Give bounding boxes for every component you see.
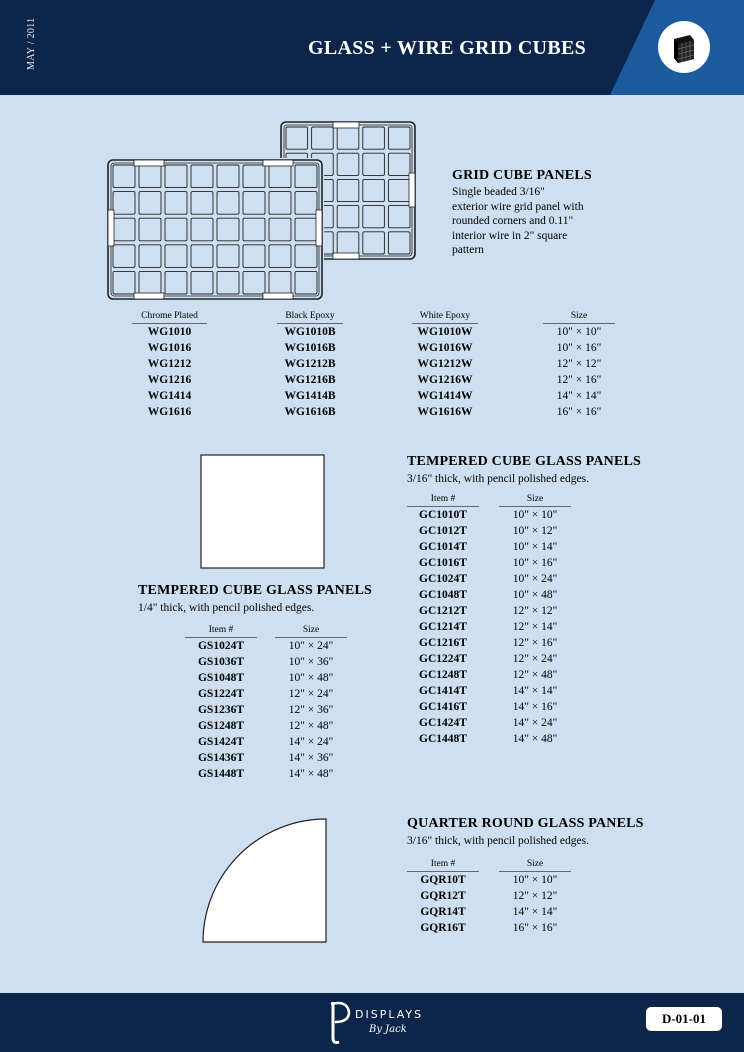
item-size: 14" × 14" <box>512 685 558 697</box>
table-row <box>407 507 571 524</box>
item-code: GS1024T <box>197 640 244 652</box>
table-row <box>407 571 571 587</box>
tempered-316-description: 3/16" thick, with pencil polished edges. <box>407 473 589 485</box>
table-row <box>407 523 571 539</box>
table-row <box>132 324 615 341</box>
item-size: 12" × 48" <box>512 669 558 681</box>
panel-clip <box>263 293 293 299</box>
tempered-316-title: TEMPERED CUBE GLASS PANELS <box>407 454 642 469</box>
table-row <box>185 718 347 734</box>
item-code: GC1012T <box>419 525 467 537</box>
panel-clip <box>316 210 322 246</box>
table-row <box>185 750 347 766</box>
item-code: WG1212 <box>147 358 192 370</box>
item-code: GS1224T <box>197 688 244 700</box>
item-size: 14" × 24" <box>512 717 558 729</box>
brand-logo <box>325 996 425 1048</box>
table-row <box>185 766 347 782</box>
column-header: White Epoxy <box>412 311 478 324</box>
brand-mark-icon <box>325 998 355 1046</box>
item-size: 10" × 14" <box>512 541 558 553</box>
item-code: WG1414B <box>284 390 336 402</box>
table-row <box>407 651 571 667</box>
item-code: GC1414T <box>419 685 467 697</box>
table-row <box>185 686 347 702</box>
tempered-316-table <box>407 494 571 747</box>
column-header: Item # <box>185 625 257 638</box>
item-size: 10" × 10" <box>512 509 558 521</box>
table-row <box>407 872 571 889</box>
item-size: 12" × 36" <box>288 704 334 716</box>
item-code: GC1448T <box>419 733 467 745</box>
item-code: WG1414 <box>147 390 192 402</box>
item-code: WG1016B <box>284 342 336 354</box>
quarter-round-title: QUARTER ROUND GLASS PANELS <box>407 816 644 831</box>
column-header: Size <box>275 625 347 638</box>
table-row <box>185 638 347 655</box>
table-row <box>407 555 571 571</box>
item-code: WG1616W <box>417 406 473 418</box>
column-header: Item # <box>407 494 479 507</box>
item-size: 16" × 16" <box>556 406 602 418</box>
item-size: 14" × 48" <box>288 768 334 780</box>
column-header: Size <box>499 494 571 507</box>
quarter-round-table <box>407 859 571 936</box>
quarter-round-glass-illustration <box>200 816 330 946</box>
item-code: GS1036T <box>197 656 244 668</box>
item-size: 10" × 12" <box>512 525 558 537</box>
table-row <box>132 356 615 372</box>
panel-clip <box>108 210 114 246</box>
item-code: GS1424T <box>197 736 244 748</box>
table-row <box>185 734 347 750</box>
wire-grid-panel-illustration <box>100 115 430 305</box>
table-row <box>185 654 347 670</box>
table-row <box>185 670 347 686</box>
item-code: GC1248T <box>419 669 467 681</box>
item-size: 10" × 10" <box>556 326 602 338</box>
square-glass-panel-illustration <box>200 454 326 570</box>
item-code: WG1616 <box>147 406 192 418</box>
panel-clip <box>263 160 293 166</box>
item-code: WG1616B <box>284 406 336 418</box>
item-code: WG1010W <box>417 326 473 338</box>
item-size: 14" × 48" <box>512 733 558 745</box>
item-code: GQR14T <box>420 906 466 918</box>
item-code: GC1224T <box>419 653 467 665</box>
brand-tagline: By Jack <box>369 1024 407 1035</box>
item-size: 12" × 12" <box>556 358 602 370</box>
item-size: 10" × 16" <box>512 557 558 569</box>
table-row <box>132 404 615 420</box>
item-code: GS1248T <box>197 720 244 732</box>
table-row <box>185 702 347 718</box>
item-code: GC1416T <box>419 701 467 713</box>
item-code: GS1236T <box>197 704 244 716</box>
table-row <box>407 603 571 619</box>
item-code: GQR10T <box>420 874 466 886</box>
panel-clip <box>134 293 164 299</box>
tempered-14-title: TEMPERED CUBE GLASS PANELS <box>138 583 373 598</box>
item-size: 16" × 16" <box>512 922 558 934</box>
page-code-badge: D-01-01 <box>646 1007 722 1031</box>
item-code: GC1016T <box>419 557 467 569</box>
item-size: 12" × 12" <box>512 890 558 902</box>
brand-name: DISPLAYS <box>355 1008 424 1021</box>
item-code: WG1216 <box>147 374 192 386</box>
item-size: 10" × 48" <box>512 589 558 601</box>
table-row <box>407 635 571 651</box>
item-code: GS1436T <box>197 752 244 764</box>
publish-date: MAY / 2011 <box>26 17 37 71</box>
item-code: WG1010 <box>147 326 192 338</box>
table-row <box>132 388 615 404</box>
item-code: GS1048T <box>197 672 244 684</box>
tempered-14-table <box>185 625 347 782</box>
panel-clip <box>134 160 164 166</box>
table-row <box>407 683 571 699</box>
table-row <box>407 699 571 715</box>
item-code: WG1212B <box>284 358 336 370</box>
item-size: 10" × 10" <box>512 874 558 886</box>
tempered-14-description: 1/4" thick, with pencil polished edges. <box>138 602 315 614</box>
table-row <box>407 888 571 904</box>
column-header: Item # <box>407 859 479 872</box>
table-row <box>132 372 615 388</box>
panel-clip <box>409 173 415 207</box>
table-row <box>407 539 571 555</box>
item-code: GC1010T <box>419 509 467 521</box>
cube-icon <box>658 21 710 73</box>
item-code: WG1216W <box>417 374 473 386</box>
table-row <box>407 587 571 603</box>
item-code: GS1448T <box>197 768 244 780</box>
grid-panels-table <box>132 311 615 420</box>
table-row <box>407 667 571 683</box>
item-size: 12" × 24" <box>288 688 334 700</box>
item-code: GC1024T <box>419 573 467 585</box>
cube-icon-badge <box>658 21 710 73</box>
item-code: WG1414W <box>417 390 473 402</box>
item-code: WG1016W <box>417 342 473 354</box>
page-title: GLASS + WIRE GRID CUBES <box>308 37 587 59</box>
item-code: GC1014T <box>419 541 467 553</box>
item-size: 10" × 24" <box>288 640 334 652</box>
table-row <box>407 920 571 936</box>
item-code: WG1212W <box>417 358 473 370</box>
item-code: WG1216B <box>284 374 336 386</box>
item-size: 10" × 36" <box>288 656 334 668</box>
item-size: 10" × 48" <box>288 672 334 684</box>
table-row <box>407 619 571 635</box>
column-header: Size <box>499 859 571 872</box>
item-size: 14" × 14" <box>556 390 602 402</box>
item-code: GC1048T <box>419 589 467 601</box>
grid-panels-description: Single beaded 3/16" exterior wire grid panel with rounded corners and 0.11" interior wire in 2" square pattern <box>452 186 584 256</box>
item-size: 12" × 14" <box>512 621 558 633</box>
item-size: 14" × 14" <box>512 906 558 918</box>
table-row <box>132 340 615 356</box>
panel-clip <box>333 253 359 259</box>
column-header: Black Epoxy <box>277 311 343 324</box>
item-code: GQR12T <box>420 890 466 902</box>
grid-panels-title: GRID CUBE PANELS <box>452 168 592 183</box>
item-code: GC1214T <box>419 621 467 633</box>
item-size: 12" × 16" <box>556 374 602 386</box>
item-size: 10" × 16" <box>556 342 602 354</box>
item-size: 14" × 24" <box>288 736 334 748</box>
item-size: 12" × 12" <box>512 605 558 617</box>
table-row <box>407 731 571 747</box>
item-code: WG1016 <box>147 342 192 354</box>
item-code: GC1212T <box>419 605 467 617</box>
table-row <box>407 904 571 920</box>
panel-clip <box>333 122 359 128</box>
item-size: 10" × 24" <box>512 573 558 585</box>
column-header: Chrome Plated <box>132 311 207 324</box>
item-code: GC1216T <box>419 637 467 649</box>
item-size: 12" × 24" <box>512 653 558 665</box>
column-header: Size <box>543 311 615 324</box>
item-size: 14" × 36" <box>288 752 334 764</box>
item-size: 14" × 16" <box>512 701 558 713</box>
item-code: GQR16T <box>420 922 466 934</box>
item-size: 12" × 48" <box>288 720 334 732</box>
front-grid-panel <box>106 158 324 301</box>
quarter-round-description: 3/16" thick, with pencil polished edges. <box>407 835 589 847</box>
item-size: 12" × 16" <box>512 637 558 649</box>
item-code: WG1010B <box>284 326 336 338</box>
item-code: GC1424T <box>419 717 467 729</box>
table-row <box>407 715 571 731</box>
